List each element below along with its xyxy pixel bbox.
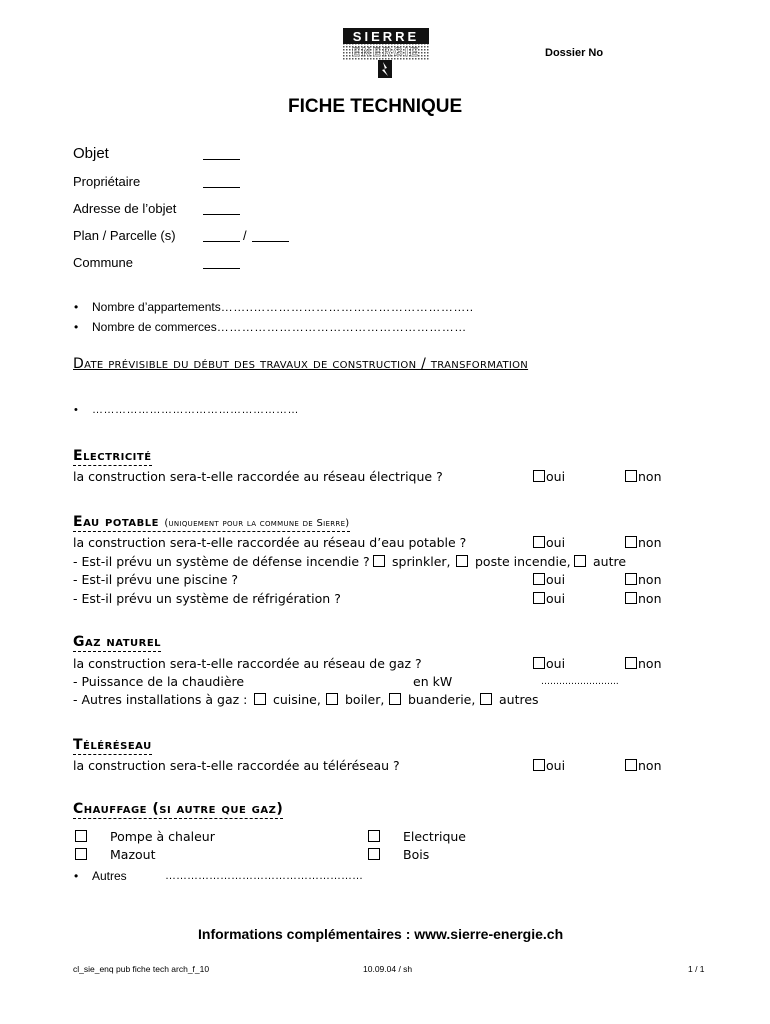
buanderie-label: buanderie,: [408, 692, 476, 707]
date-item: [92, 404, 299, 416]
gaz-q2: - Puissance de la chaudière: [73, 674, 245, 689]
info-text: Informations complémentaires : www.sierre-energie.ch: [198, 926, 564, 942]
telereseau-oui-label: oui: [546, 758, 566, 773]
poste-incendie-label: poste incendie,: [475, 554, 571, 569]
cuisine-label: cuisine,: [273, 692, 321, 707]
eau-q1: la construction sera-t-elle raccordée au réseau d’eau potable ?: [73, 535, 467, 550]
eau-heading: [73, 514, 350, 532]
appartements-label: Nombre d’appartements: [92, 300, 221, 314]
objet-field[interactable]: [203, 159, 240, 160]
gaz-oui-label: oui: [546, 656, 566, 671]
eau-q1-non-label: non: [638, 535, 662, 550]
electricite-heading: Electricité: [73, 448, 152, 464]
sprinkler-checkbox[interactable]: [373, 555, 385, 567]
gaz-q3: - Autres installations à gaz :: [73, 692, 248, 707]
gaz-oui-checkbox[interactable]: [533, 657, 545, 669]
appartements-dots[interactable]: ……..……………………………………………..: [220, 300, 474, 314]
proprietaire-field[interactable]: [203, 187, 240, 188]
refrigeration-non-checkbox[interactable]: [625, 592, 637, 604]
cuisine-checkbox[interactable]: [254, 693, 266, 705]
poste-incendie-checkbox[interactable]: [456, 555, 468, 567]
commerces-item: [92, 320, 467, 334]
bois-label: Bois: [403, 847, 430, 862]
electricite-oui-label: oui: [546, 469, 566, 484]
eau-q4: - Est-il prévu un système de réfrigération ?: [73, 591, 341, 606]
piscine-oui-checkbox[interactable]: [533, 573, 545, 585]
eau-heading-title: Eau potable: [73, 514, 159, 530]
gaz-q1: la construction sera-t-elle raccordée au réseau de gaz ?: [73, 656, 422, 671]
electricite-question: la construction sera-t-elle raccordée au réseau électrique ?: [73, 469, 443, 484]
parcelle-field[interactable]: [252, 241, 289, 242]
chauffage-heading: Chauffage (si autre que gaz): [73, 801, 284, 817]
appartements-item: [92, 300, 474, 314]
autres-gaz-label: autres: [499, 692, 539, 707]
piscine-non-checkbox[interactable]: [625, 573, 637, 585]
refrigeration-oui-checkbox[interactable]: [533, 592, 545, 604]
eau-q3: - Est-il prévu une piscine ?: [73, 572, 239, 587]
puissance-field[interactable]: ……………………..: [541, 677, 619, 687]
gaz-q2-unit: en kW: [413, 674, 453, 689]
footer-right: 1 / 1: [688, 964, 705, 974]
gaz-non-checkbox[interactable]: [625, 657, 637, 669]
logo-graphic: [343, 28, 429, 78]
eau-q1-oui-label: oui: [546, 535, 566, 550]
date-dots[interactable]: ………………………………………………: [92, 404, 299, 416]
adresse-field[interactable]: [203, 214, 240, 215]
gaz-non-label: non: [638, 656, 662, 671]
page-title: FICHE TECHNIQUE: [288, 96, 463, 117]
autres-chauffage-dots[interactable]: ………………………………………………: [165, 870, 363, 882]
date-heading: Date prévisible du début des travaux de construction / transformation: [73, 356, 529, 372]
footer-center: 10.09.04 / sh: [363, 964, 413, 974]
logo-line1: SIERRE: [352, 29, 420, 44]
refrigeration-oui-label: oui: [546, 591, 566, 606]
piscine-non-label: non: [638, 572, 662, 587]
gaz-heading: Gaz naturel: [73, 634, 162, 650]
pompe-chaleur-label: Pompe à chaleur: [110, 829, 215, 844]
objet-label: Objet: [73, 145, 109, 162]
eau-heading-sub: (uniquement pour la commune de Sierre): [164, 518, 350, 529]
telereseau-heading: Téléréseau: [73, 737, 152, 753]
buanderie-checkbox[interactable]: [389, 693, 401, 705]
telereseau-question: la construction sera-t-elle raccordée au téléréseau ?: [73, 758, 400, 773]
autre-incendie-label: autre: [593, 554, 627, 569]
autres-chauffage-item: [92, 869, 127, 883]
eau-q2: - Est-il prévu un système de défense incendie ?: [73, 554, 370, 569]
commune-field[interactable]: [203, 268, 240, 269]
pompe-chaleur-checkbox[interactable]: [75, 830, 87, 842]
electrique-label: Electrique: [403, 829, 466, 844]
boiler-checkbox[interactable]: [326, 693, 338, 705]
sierre-energie-logo: [343, 28, 429, 78]
electrique-checkbox[interactable]: [368, 830, 380, 842]
autre-incendie-checkbox[interactable]: [574, 555, 586, 567]
electricite-non-label: non: [638, 469, 662, 484]
adresse-label: Adresse de l’objet: [73, 201, 177, 216]
footer-left: cl_sie_enq pub fiche tech arch_f_10: [73, 964, 210, 974]
telereseau-oui-checkbox[interactable]: [533, 759, 545, 771]
dossier-label: Dossier No: [545, 47, 604, 59]
boiler-label: boiler,: [345, 692, 385, 707]
eau-q1-oui-checkbox[interactable]: [533, 536, 545, 548]
sprinkler-label: sprinkler,: [392, 554, 451, 569]
plan-separator: /: [243, 228, 247, 243]
plan-field[interactable]: [203, 241, 240, 242]
mazout-checkbox[interactable]: [75, 848, 87, 860]
proprietaire-label: Propriétaire: [73, 174, 141, 189]
piscine-oui-label: oui: [546, 572, 566, 587]
electricite-oui-checkbox[interactable]: [533, 470, 545, 482]
refrigeration-non-label: non: [638, 591, 662, 606]
commune-label: Commune: [73, 255, 133, 270]
commerces-label: Nombre de commerces: [92, 320, 217, 334]
autres-gaz-checkbox[interactable]: [480, 693, 492, 705]
telereseau-non-label: non: [638, 758, 662, 773]
electricite-non-checkbox[interactable]: [625, 470, 637, 482]
telereseau-non-checkbox[interactable]: [625, 759, 637, 771]
bois-checkbox[interactable]: [368, 848, 380, 860]
plan-label: Plan / Parcelle (s): [73, 228, 176, 243]
autres-chauffage-label: Autres: [92, 869, 127, 883]
commerces-dots[interactable]: ……………………………………………………: [216, 320, 467, 334]
mazout-label: Mazout: [110, 847, 156, 862]
logo-line2: ENERGIE: [351, 45, 421, 59]
eau-q1-non-checkbox[interactable]: [625, 536, 637, 548]
